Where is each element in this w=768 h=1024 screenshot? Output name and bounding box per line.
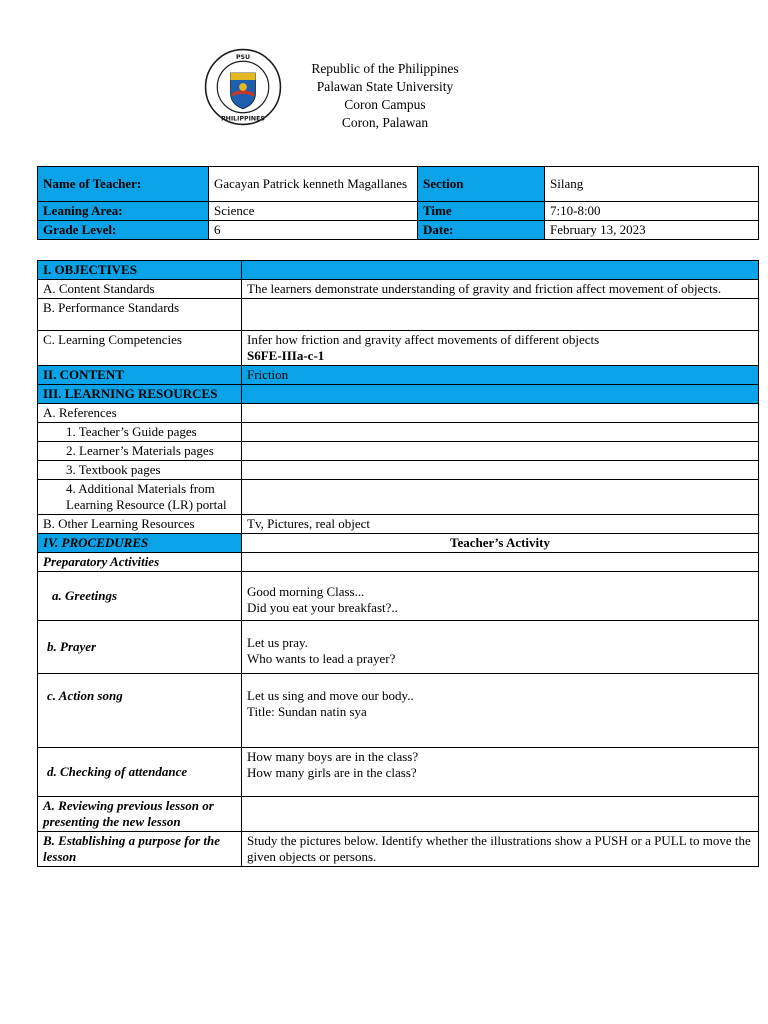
table-row xyxy=(38,621,759,674)
lesson-plan-table xyxy=(37,260,759,867)
reference-item: 4. Additional Materials from Learning Resource (LR) portal xyxy=(38,480,242,515)
table-row xyxy=(38,331,759,366)
reference-item: 3. Textbook pages xyxy=(38,461,242,480)
table-row xyxy=(38,461,759,480)
table-row xyxy=(38,423,759,442)
competencies-value: Infer how friction and gravity affect movements of different objects xyxy=(247,332,600,347)
competencies-label: C. Learning Competencies xyxy=(38,331,242,366)
attendance-label: d. Checking of attendance xyxy=(38,748,242,797)
greetings-label: a. Greetings xyxy=(38,572,242,621)
table-row xyxy=(38,261,759,280)
objectives-heading: I. OBJECTIVES xyxy=(38,261,242,280)
svg-text:PSU: PSU xyxy=(235,53,251,61)
date-value: February 13, 2023 xyxy=(545,221,759,240)
reference-item: 2. Learner’s Materials pages xyxy=(38,442,242,461)
header-line: Coron, Palawan xyxy=(341,115,429,130)
teacher-label: Name of Teacher: xyxy=(38,167,209,202)
other-resources-label: B. Other Learning Resources xyxy=(38,515,242,534)
resources-heading: III. LEARNING RESOURCES xyxy=(38,385,242,404)
time-label: Time xyxy=(418,202,545,221)
content-value: Friction xyxy=(242,366,759,385)
teacher-activity-heading: Teacher’s Activity xyxy=(242,534,759,553)
table-row xyxy=(38,280,759,299)
procedures-heading: IV. PROCEDURES xyxy=(38,534,242,553)
reviewing-label: A. Reviewing previous lesson or presenting the new lesson xyxy=(38,797,242,832)
content-standards-value: The learners demonstrate understanding of gravity and friction affect movement of objects. xyxy=(242,280,759,299)
teacher-value: Gacayan Patrick kenneth Magallanes xyxy=(209,167,418,202)
section-label: Section xyxy=(418,167,545,202)
action-song-label: c. Action song xyxy=(38,674,242,748)
content-heading: II. CONTENT xyxy=(38,366,242,385)
table-row xyxy=(38,404,759,423)
table-row xyxy=(38,534,759,553)
performance-standards-label: B. Performance Standards xyxy=(38,299,242,331)
song-line: Let us sing and move our body.. xyxy=(247,688,414,703)
table-row xyxy=(38,167,759,202)
header-line: Republic of the Philippines xyxy=(311,61,459,76)
time-value: 7:10-8:00 xyxy=(545,202,759,221)
table-row xyxy=(38,515,759,534)
area-label: Leaning Area: xyxy=(38,202,209,221)
purpose-value: Study the pictures below. Identify whether the illustrations show a PUSH or a PULL to move the given objects or persons. xyxy=(242,832,759,867)
table-row xyxy=(38,797,759,832)
section-value: Silang xyxy=(545,167,759,202)
content-standards-label: A. Content Standards xyxy=(38,280,242,299)
table-row xyxy=(38,832,759,867)
references-label: A. References xyxy=(38,404,242,423)
table-row xyxy=(38,480,759,515)
area-value: Science xyxy=(209,202,418,221)
prayer-label: b. Prayer xyxy=(38,621,242,674)
grade-label: Grade Level: xyxy=(38,221,209,240)
svg-text:PHILIPPINES: PHILIPPINES xyxy=(221,115,265,123)
header-address xyxy=(240,60,530,132)
table-row xyxy=(38,442,759,461)
date-label: Date: xyxy=(418,221,545,240)
grade-value: 6 xyxy=(209,221,418,240)
other-resources-value: Tv, Pictures, real object xyxy=(242,515,759,534)
competencies-code: S6FE-IIIa-c-1 xyxy=(247,348,325,363)
greetings-line: Good morning Class... xyxy=(247,583,365,599)
prayer-line: Who wants to lead a prayer? xyxy=(247,650,396,666)
prayer-line: Let us pray. xyxy=(247,634,308,650)
table-row xyxy=(38,221,759,240)
attendance-line: How many girls are in the class? xyxy=(247,765,417,780)
table-row xyxy=(38,572,759,621)
reference-item: 1. Teacher’s Guide pages xyxy=(38,423,242,442)
purpose-label: B. Establishing a purpose for the lesson xyxy=(38,832,242,867)
table-row xyxy=(38,553,759,572)
preparatory-label: Preparatory Activities xyxy=(38,553,242,572)
table-row xyxy=(38,366,759,385)
greetings-line: Did you eat your breakfast?.. xyxy=(247,599,398,615)
header-line: Coron Campus xyxy=(344,97,426,112)
teacher-info-table xyxy=(37,166,759,240)
attendance-line: How many boys are in the class? xyxy=(247,749,419,764)
table-row xyxy=(38,674,759,748)
table-row xyxy=(38,202,759,221)
header-line: Palawan State University xyxy=(316,79,454,94)
table-row xyxy=(38,299,759,331)
table-row xyxy=(38,748,759,797)
song-line: Title: Sundan natin sya xyxy=(247,704,367,719)
table-row xyxy=(38,385,759,404)
